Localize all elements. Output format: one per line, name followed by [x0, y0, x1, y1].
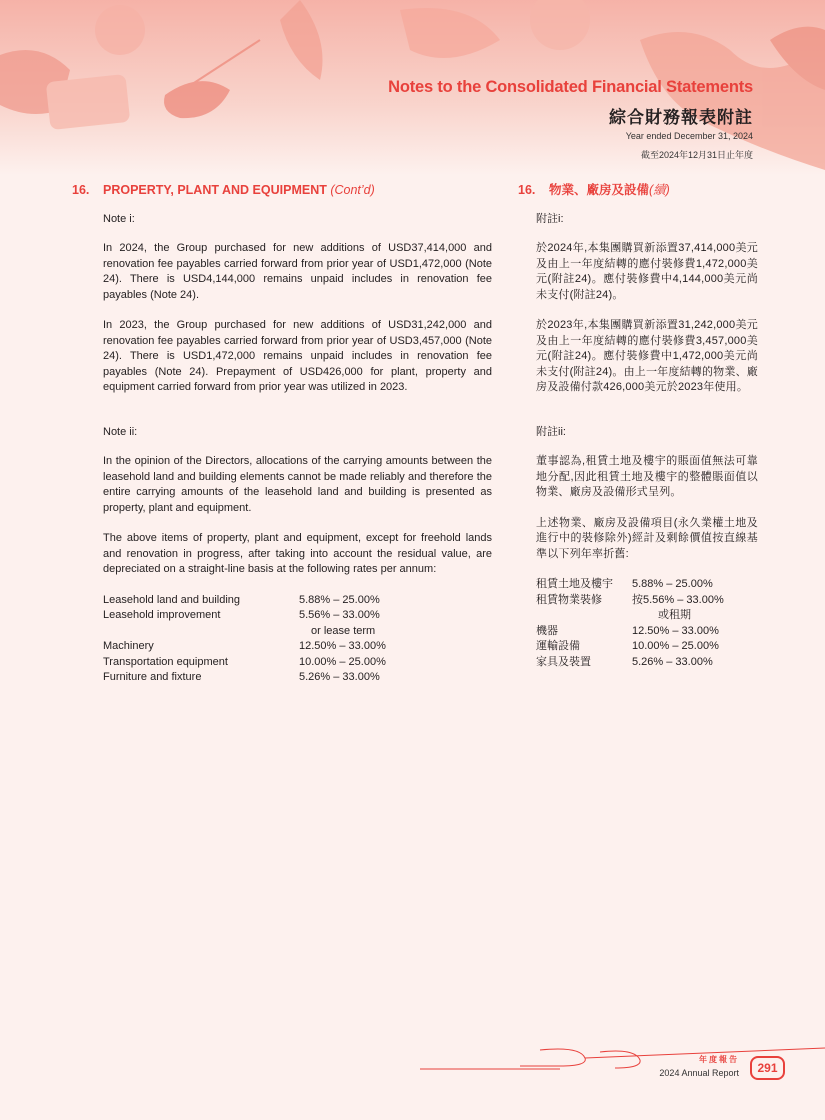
- section-title-zh: 物業、廠房及設備: [549, 183, 650, 197]
- note-i-label: Note i:: [103, 212, 135, 225]
- note-i-paragraph-2023: In 2023, the Group purchased for new additions of USD31,242,000 and renovation fee payables carried forward from prior year of USD3,457,000 (Note 24). There is USD1,472,000 remains unpaid includes in renovation fee payables (Note 24). Prepayment of USD426,000 for plant, property and equipment carried forward from prior year was utilized in 2023.: [103, 319, 492, 393]
- annual-report-label: 2024 Annual Report: [659, 1068, 739, 1078]
- annual-report-label-zh: 年度報告: [699, 1055, 739, 1064]
- period-label-zh: 截至2024年12月31日止年度: [640, 150, 753, 160]
- note-ii-label-zh: 附註ii:: [536, 425, 566, 438]
- section-number: 16.: [72, 183, 90, 197]
- table-row: Furniture and fixture 5.26% – 33.00%: [103, 671, 380, 683]
- page-number: 291: [750, 1056, 785, 1080]
- table-row: Leasehold improvement 5.56% – 33.00% or lease term: [103, 609, 380, 637]
- section-heading-zh: [518, 183, 758, 199]
- table-row: Machinery 12.50% – 33.00%: [103, 640, 386, 652]
- table-row: 租賃物業裝修 按5.56% – 33.00% 或租期: [536, 593, 724, 621]
- table-row: 運輸設備 10.00% – 25.00%: [536, 640, 719, 652]
- note-ii-label: Note ii:: [103, 425, 138, 438]
- page-title: Notes to the Consolidated Financial Statements: [388, 78, 753, 96]
- section-heading: [72, 183, 492, 199]
- note-ii-paragraph-depreciation: The above items of property, plant and equipment, except for freehold lands and renovation in progress, after taking into account the residual value, are depreciated on a straight-line basis at the following rates per annum:: [103, 532, 492, 575]
- footer-ornament: [0, 1040, 825, 1090]
- note-i-label-zh: 附註i:: [536, 212, 564, 225]
- section-number-zh: 16.: [518, 183, 536, 197]
- section-title: PROPERTY, PLANT AND EQUIPMENT: [103, 183, 327, 197]
- chinese-column: [518, 183, 758, 670]
- page-title-zh: 綜合財務報表附註: [609, 108, 753, 127]
- table-row: 家具及裝置 5.26% – 33.00%: [536, 655, 713, 668]
- section-continued-zh: (續): [649, 183, 670, 197]
- period-label: Year ended December 31, 2024: [625, 131, 753, 141]
- table-row: Leasehold land and building 5.88% – 25.00%: [103, 593, 380, 606]
- depreciation-rates-table: [103, 593, 386, 686]
- english-column: [72, 183, 492, 686]
- note-i-paragraph-2024-zh: 於2024年,本集團購買新添置37,414,000美元及由上一年度結轉的應付裝修費1,472,000美元(附註24)。應付裝修費中4,144,000美元尚未支付(附註24)。: [536, 242, 758, 301]
- table-row: Transportation equipment 10.00% – 25.00%: [103, 655, 386, 668]
- note-ii-paragraph-allocation: In the opinion of the Directors, allocations of the carrying amounts between the leasehold land and building elements cannot be made reliably and therefore the entire carrying amounts of the leasehold land and building is presented as property, plant and equipment.: [103, 455, 492, 514]
- note-ii-paragraph-depreciation-zh: 上述物業、廠房及設備項目(永久業權土地及進行中的裝修除外)經計及剩餘價值按直線基準以下列年率折舊:: [536, 516, 758, 560]
- table-row: 租賃土地及樓宇 5.88% – 25.00%: [536, 578, 713, 590]
- table-row: 機器 12.50% – 33.00%: [536, 624, 719, 637]
- depreciation-rates-table-zh: [536, 577, 724, 670]
- note-ii-paragraph-allocation-zh: 董事認為,租賃土地及樓宇的賬面值無法可靠地分配,因此租賃土地及樓宇的整體賬面值以物業、廠房及設備形式呈列。: [536, 455, 758, 498]
- note-i-paragraph-2023-zh: 於2023年,本集團購買新添置31,242,000美元及由上一年度結轉的應付裝修費3,457,000美元(附註24)。應付裝修費中1,472,000美元尚未支付(附註24)。由上一年度結轉的物業、廠房及設備付款426,000美元於2023年使用。: [536, 319, 758, 393]
- section-continued: (Cont’d): [330, 183, 375, 197]
- note-i-paragraph-2024: In 2024, the Group purchased for new additions of USD37,414,000 and renovation fee payables carried forward from prior year of USD1,472,000 (Note 24). There is USD4,144,000 remains unpaid includes in renovation fee payables (Note 24).: [103, 242, 492, 301]
